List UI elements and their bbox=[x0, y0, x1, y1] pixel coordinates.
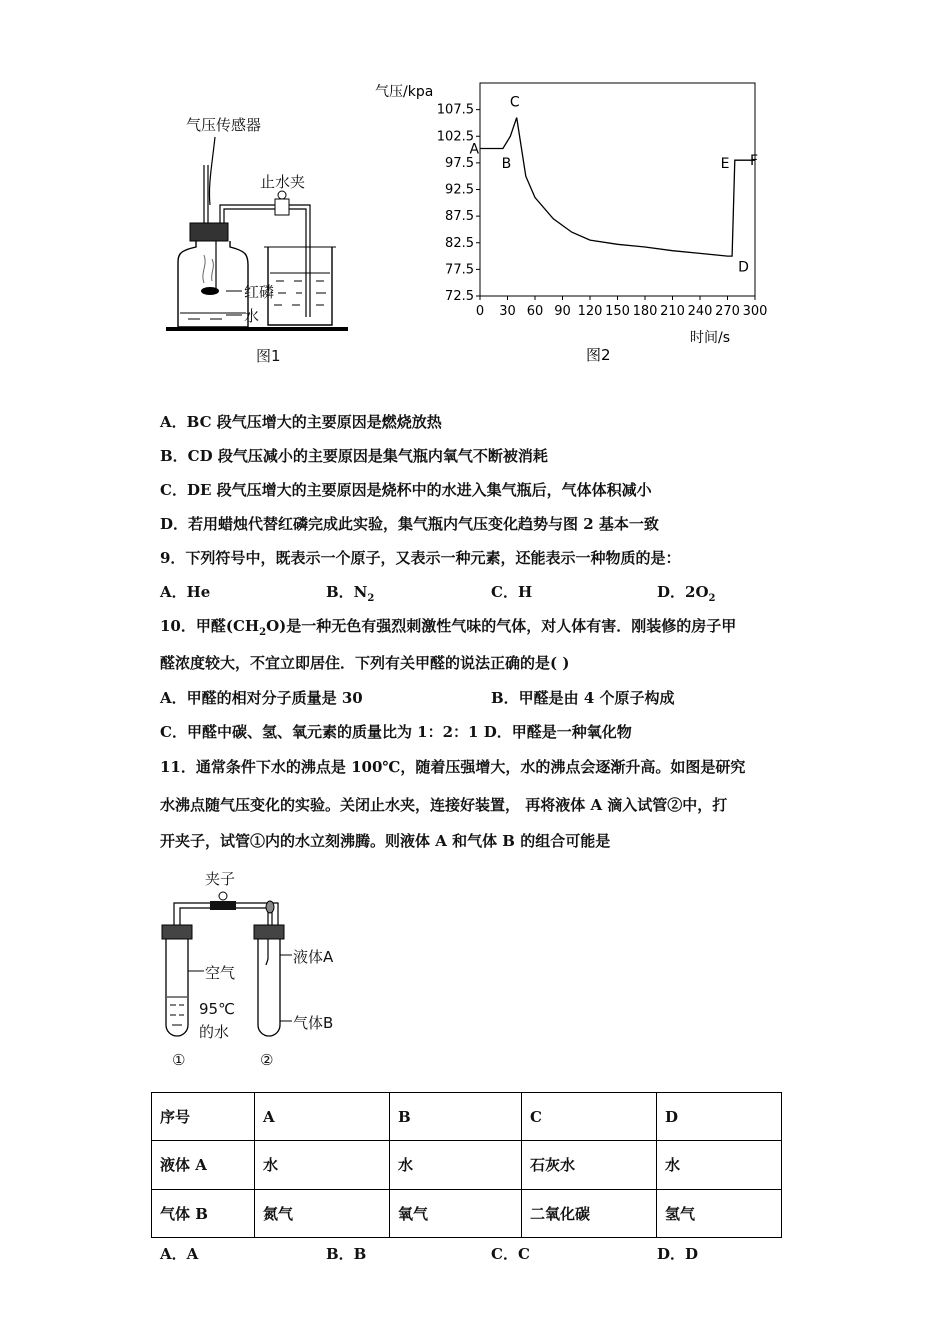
table-cell: A bbox=[255, 1093, 390, 1141]
table-cell: 气体 B bbox=[152, 1189, 255, 1237]
tube1-label: ① bbox=[172, 1051, 186, 1069]
pressure-chart bbox=[370, 78, 790, 368]
x-tick-label: 30 bbox=[499, 304, 516, 319]
point-label-f: F bbox=[750, 153, 759, 170]
table-cell: 二氧化碳 bbox=[522, 1189, 657, 1237]
q10-option-a: A．甲醛的相对分子质量是 30 bbox=[160, 689, 363, 707]
q11-option-d: D．D bbox=[657, 1245, 699, 1263]
y-tick-label: 102.5 bbox=[436, 129, 474, 145]
point-label-d: D bbox=[738, 259, 749, 276]
x-tick-label: 270 bbox=[715, 304, 740, 319]
q11-stem-line3: 开夹子，试管①内的水立刻沸腾。则液体 A 和气体 B 的组合可能是 bbox=[160, 832, 611, 850]
y-tick-label: 97.5 bbox=[445, 155, 474, 171]
point-label-c: C bbox=[509, 94, 520, 111]
figure3-apparatus bbox=[150, 885, 350, 1065]
table-cell: 氢气 bbox=[657, 1189, 782, 1237]
point-label-a: A bbox=[469, 141, 480, 158]
air-label: 空气 bbox=[205, 964, 236, 982]
x-tick-label: 240 bbox=[687, 304, 713, 319]
q8-option-a: A．BC 段气压增大的主要原因是燃烧放热 bbox=[160, 413, 442, 431]
x-tick-label: 90 bbox=[554, 304, 571, 319]
figure1-apparatus bbox=[160, 105, 360, 340]
y-tick-label: 92.5 bbox=[445, 182, 474, 198]
chart-frame bbox=[480, 83, 755, 296]
chart-caption: 图2 bbox=[586, 346, 611, 364]
q8-option-b: B．CD 段气压减小的主要原因是集气瓶内氧气不断被消耗 bbox=[160, 447, 548, 465]
q10-option-b: B．甲醛是由 4 个原子构成 bbox=[491, 689, 675, 707]
phosphorus-label: 红磷 bbox=[244, 283, 275, 301]
table-cell: 水 bbox=[390, 1141, 522, 1189]
x-tick-label: 120 bbox=[577, 304, 603, 319]
table-cell: 水 bbox=[255, 1141, 390, 1189]
table-row bbox=[152, 1189, 782, 1237]
clip-label: 夹子 bbox=[205, 870, 236, 888]
q10-stem-line2: 醛浓度较大，不宜立即居住．下列有关甲醛的说法正确的是( ) bbox=[160, 654, 570, 672]
table-cell: D bbox=[657, 1093, 782, 1141]
q11-option-a: A．A bbox=[160, 1245, 199, 1263]
x-tick-label: 300 bbox=[742, 304, 768, 319]
table-cell: 序号 bbox=[152, 1093, 255, 1141]
clamp-label: 止水夹 bbox=[260, 173, 306, 191]
x-tick-label: 60 bbox=[526, 304, 544, 319]
y-tick-label: 107.5 bbox=[436, 102, 474, 118]
q10-stem-line1: 10．甲醛$(CH_2O)$是一种无色有强烈刺激性气味的气体，对人体有害．刚装修的房子甲 bbox=[160, 617, 737, 638]
x-tick-label: 180 bbox=[632, 304, 658, 319]
x-tick-label: 150 bbox=[605, 304, 630, 319]
hot-water-label: 的水 bbox=[199, 1023, 230, 1041]
table-cell: 石灰水 bbox=[522, 1141, 657, 1189]
q9-stem: 9．下列符号中，既表示一个原子，又表示一种元素，还能表示一种物质的是： bbox=[160, 549, 681, 567]
temperature-label: 95℃ bbox=[199, 1000, 235, 1018]
liquid-a-label: 液体A bbox=[293, 948, 334, 966]
q8-option-d: D．若用蜡烛代替红磷完成此实验，集气瓶内气压变化趋势与图 2 基本一致 bbox=[160, 515, 659, 533]
x-tick-label: 210 bbox=[660, 304, 685, 319]
gas-b-label: 气体B bbox=[293, 1014, 334, 1032]
q11-option-b: B．B bbox=[326, 1245, 367, 1263]
table-row bbox=[152, 1141, 782, 1189]
table-cell: C bbox=[522, 1093, 657, 1141]
q8-option-c: C．DE 段气压增大的主要原因是烧杯中的水进入集气瓶后，气体体积减小 bbox=[160, 481, 652, 499]
figure1-caption: 图1 bbox=[256, 347, 281, 365]
table-cell: 氮气 bbox=[255, 1189, 390, 1237]
y-tick-label: 72.5 bbox=[445, 289, 474, 304]
table-header-row bbox=[152, 1093, 782, 1141]
table-cell: 水 bbox=[657, 1141, 782, 1189]
q10-option-cd: C．甲醛中碳、氢、氧元素的质量比为 1：2：1 D．甲醛是一种氧化物 bbox=[160, 723, 632, 741]
q11-stem-line2: 水沸点随气压变化的实验。关闭止水夹，连接好装置， 再将液体 A 滴入试管②中，打 bbox=[160, 796, 728, 814]
point-label-e: E bbox=[720, 155, 730, 172]
tube2-label: ② bbox=[260, 1051, 274, 1069]
q9-option-d: D．$2O_2$ bbox=[657, 583, 716, 604]
pressure-series-line bbox=[480, 118, 755, 257]
y-axis-label: 气压/kpa bbox=[375, 84, 434, 100]
table-cell: 液体 A bbox=[152, 1141, 255, 1189]
q9-option-a: A．He bbox=[160, 583, 211, 601]
q9-option-c: C．H bbox=[491, 583, 533, 601]
y-tick-label: 77.5 bbox=[445, 262, 474, 278]
q11-option-c: C．C bbox=[491, 1245, 530, 1263]
answer-table bbox=[151, 1092, 782, 1238]
y-tick-label: 82.5 bbox=[445, 235, 474, 251]
sensor-label: 气压传感器 bbox=[186, 116, 262, 134]
point-label-b: B bbox=[501, 155, 512, 172]
y-tick-label: 87.5 bbox=[445, 209, 474, 225]
table-cell: 氧气 bbox=[390, 1189, 522, 1237]
q9-option-b: B．$N_2$ bbox=[326, 583, 375, 604]
x-tick-label: 0 bbox=[475, 304, 485, 319]
water-label: 水 bbox=[244, 307, 260, 325]
q11-stem-line1: 11．通常条件下水的沸点是 100℃，随着压强增大，水的沸点会逐渐升高。如图是研究 bbox=[160, 758, 746, 776]
x-axis-label: 时间/s bbox=[690, 330, 731, 346]
table-cell: B bbox=[390, 1093, 522, 1141]
